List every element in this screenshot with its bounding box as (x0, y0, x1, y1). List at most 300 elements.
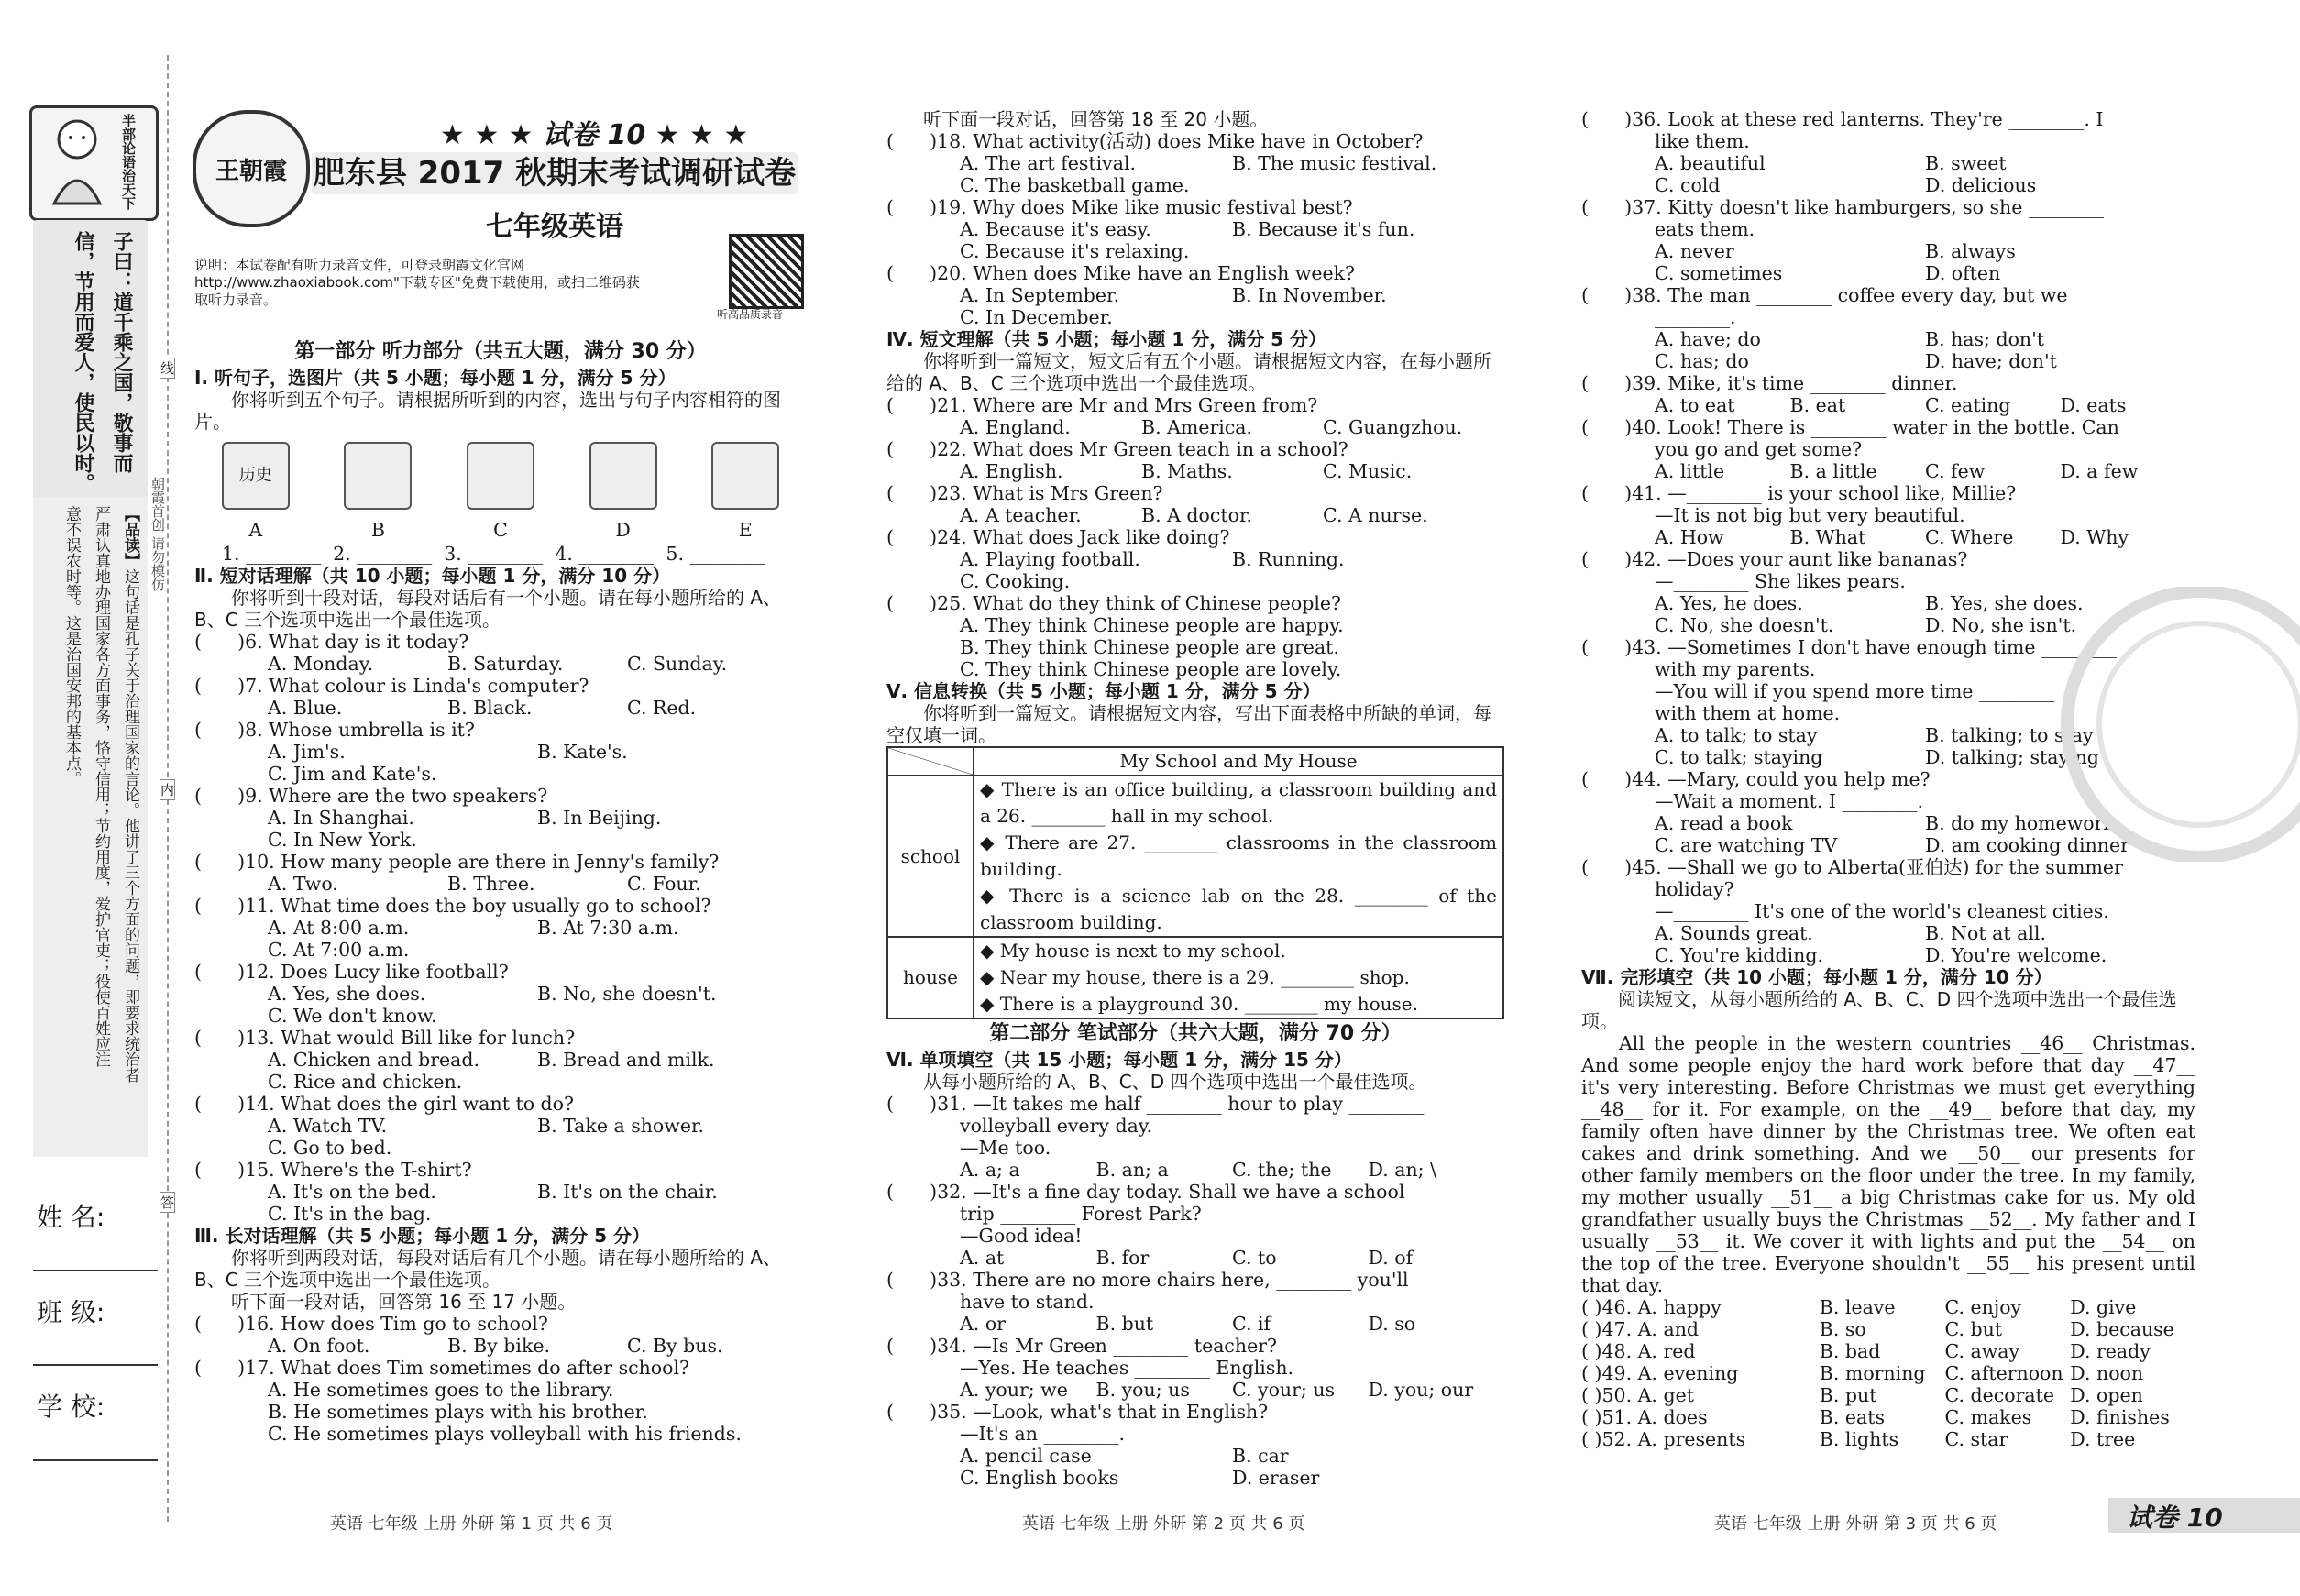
question-stem[interactable]: ( )37. Kitty doesn't like hamburgers, so she ________ (1581, 196, 2104, 218)
option[interactable]: B. He sometimes plays with his brother. (268, 1401, 648, 1423)
option[interactable]: C. has; do (1655, 350, 1749, 372)
picture-option[interactable] (222, 442, 290, 541)
option[interactable]: B. do my homework (1925, 812, 2115, 834)
option[interactable]: C. At 7:00 a.m. (268, 939, 410, 961)
option[interactable]: C. Sunday. (627, 653, 728, 675)
question-item (1581, 482, 2195, 548)
confucius-icon (36, 112, 118, 213)
option[interactable]: B. Bread and milk. (537, 1049, 715, 1071)
question-stem[interactable]: ( )24. What does Jack like doing? (886, 526, 1230, 548)
option[interactable]: D. of (1368, 1247, 1414, 1269)
picture-row (194, 442, 807, 541)
question-stem[interactable]: ( )16. How does Tim go to school? (194, 1313, 548, 1335)
question-stem[interactable]: ( )6. What day is it today? (194, 631, 469, 653)
option[interactable]: B. a little (1789, 460, 1877, 482)
motto-char: 下 (120, 196, 137, 210)
question-stem[interactable]: ( )22. What does Mr Green teach in a school? (886, 438, 1348, 460)
option[interactable]: C. but (1944, 1318, 2003, 1340)
section3-questions (194, 1313, 807, 1445)
option[interactable]: C. Rice and chicken. (268, 1071, 463, 1093)
option[interactable]: B. talking; to stay (1925, 724, 2094, 746)
paper-tag: 试卷 10 (2108, 1498, 2300, 1533)
question-continuation: —________ She likes pears. (1655, 570, 1906, 592)
option[interactable]: D. often (1925, 262, 2001, 284)
question-item (194, 1313, 807, 1357)
question-continuation: —It's an ________. (960, 1423, 1125, 1445)
name-line[interactable] (33, 1270, 158, 1271)
exam-title: 肥东县 2017 秋期末考试调研试卷 (312, 152, 798, 194)
section2-title: Ⅱ. 短对话理解（共 10 小题；每小题 1 分，满分 10 分） (194, 565, 671, 587)
picture-blanks[interactable]: 1. ________ 2. ________ 3. ________ 4. ________ 5. ________ (222, 543, 765, 565)
question-item (194, 785, 807, 851)
info-table (886, 746, 1504, 1019)
option[interactable]: D. you; our (1368, 1379, 1474, 1401)
option[interactable]: C. By bus. (627, 1335, 723, 1357)
option[interactable]: C. Red. (627, 697, 697, 719)
option[interactable]: ( )48. A. red (1581, 1340, 1696, 1362)
option[interactable]: B. Kate's. (537, 741, 628, 763)
option[interactable]: B. has; don't (1925, 328, 2045, 350)
option-row (1581, 460, 2195, 482)
question-stem[interactable]: ( )43. —Sometimes I don't have enough time ________ (1581, 636, 2117, 658)
reading-line-1 (120, 506, 140, 1148)
footer-page-2: 英语 七年级 上册 外研 第 2 页 共 6 页 (1022, 1514, 1305, 1534)
exam-note: 说明：本试卷配有听力录音文件，可登录朝霞文化官网 http://www.zhaoxiabook.com"下载专区"免费下载使用，或扫二维码获取听力录音。 (194, 257, 640, 308)
section2-instruction: 你将听到十段对话，每段对话后有一个小题。请在每小题所给的 A、B、C 三个选项中选出一个最佳选项。 (194, 587, 782, 631)
option[interactable]: C. enjoy (1944, 1296, 2022, 1318)
option[interactable]: C. your; us (1232, 1379, 1336, 1401)
motto-char: 治 (120, 169, 137, 182)
table-item[interactable]: ◆ There are 27. ________ classrooms in the classroom building. (980, 831, 1497, 880)
question-continuation: volleyball every day. (960, 1115, 1153, 1137)
option[interactable]: C. sometimes (1655, 262, 1783, 284)
question-stem[interactable]: ( )11. What time does the boy usually go to school? (194, 895, 711, 917)
question-stem[interactable]: ( )9. Where are the two speakers? (194, 785, 548, 807)
option[interactable]: B. car (1232, 1445, 1289, 1467)
option[interactable]: B. Because it's fun. (1232, 218, 1415, 240)
cloze-options (1581, 1296, 2195, 1450)
option[interactable]: D. have; don't (1925, 350, 2057, 372)
option[interactable]: A. It's on the bed. (268, 1181, 436, 1203)
option[interactable]: D. ready (2070, 1340, 2151, 1362)
question-continuation: —Good idea! (960, 1225, 1083, 1247)
option-row (194, 1115, 807, 1137)
option[interactable]: B. The music festival. (1232, 152, 1437, 174)
option[interactable]: D. open (2070, 1384, 2143, 1406)
picture-label: A (248, 519, 263, 541)
option[interactable]: B. so (1819, 1318, 1866, 1340)
option[interactable]: B. morning (1819, 1362, 1926, 1384)
motto-char: 论 (120, 141, 137, 155)
table-item[interactable]: ◆ There is a science lab on the 28. ________ of the classroom building. (980, 885, 1497, 933)
option-row (1581, 922, 2195, 944)
option[interactable]: C. They think Chinese people are lovely. (960, 658, 1342, 680)
option[interactable]: B. Three. (447, 873, 535, 895)
exam-subtitle: 七年级英语 (486, 211, 623, 243)
option[interactable]: D. You're welcome. (1925, 944, 2107, 966)
picture-icon (711, 442, 779, 510)
option[interactable]: A. little (1655, 460, 1725, 482)
reading-label: 【品读】 (121, 506, 139, 568)
questions-18-20 (886, 130, 1504, 328)
picture-icon: 历史 (222, 442, 290, 510)
cloze-option-row (1581, 1296, 2195, 1318)
option-row (194, 873, 807, 895)
option[interactable]: D. delicious (1925, 174, 2037, 196)
option[interactable]: A. Blue. (268, 697, 343, 719)
cloze-option-row (1581, 1384, 2195, 1406)
option[interactable]: A. Jim's. (268, 741, 346, 763)
quote-line-1: 子曰：道千乘之国，敬事而 (110, 231, 133, 473)
option[interactable]: C. Music. (1323, 460, 1413, 482)
question-stem[interactable]: ( )13. What would Bill like for lunch? (194, 1027, 576, 1049)
question-stem[interactable]: ( )40. Look! There is ________ water in the bottle. Can (1581, 416, 2119, 438)
option-row (1581, 152, 2195, 174)
option[interactable]: D. talking; staying (1925, 746, 2099, 768)
mark-1: 线 (160, 358, 175, 379)
option[interactable]: C. away (1944, 1340, 2020, 1362)
option-row (886, 152, 1504, 174)
question-continuation: —Wait a moment. I ________. (1655, 790, 1924, 812)
option[interactable]: C. A nurse. (1323, 504, 1428, 526)
option[interactable]: D. noon (2070, 1362, 2144, 1384)
option[interactable]: C. We don't know. (268, 1005, 437, 1027)
question-stem[interactable]: ( )36. Look at these red lanterns. They're ________. I (1581, 108, 2104, 130)
question-stem[interactable]: ( )17. What does Tim sometimes do after school? (194, 1357, 690, 1379)
class-line[interactable] (33, 1364, 158, 1366)
option-row (194, 983, 807, 1005)
option[interactable]: A. In Shanghai. (268, 807, 414, 829)
option[interactable]: A. The art festival. (960, 152, 1137, 174)
logo (193, 110, 310, 227)
option[interactable]: B. eats (1819, 1406, 1886, 1428)
picture-label: B (370, 519, 385, 541)
option[interactable]: C. Where (1925, 526, 2014, 548)
option[interactable]: B. for (1095, 1247, 1150, 1269)
option-row (1581, 262, 2195, 284)
option[interactable]: A. A teacher. (960, 504, 1082, 526)
motto-char: 半 (120, 114, 137, 127)
option[interactable]: B. They think Chinese people are great. (960, 636, 1339, 658)
option[interactable]: B. always (1925, 240, 2016, 262)
question-stem[interactable]: ( )12. Does Lucy like football? (194, 961, 509, 983)
picture-option[interactable] (344, 442, 412, 541)
picture-option[interactable] (467, 442, 534, 541)
option[interactable]: C. decorate (1944, 1384, 2054, 1406)
option[interactable]: A. or (960, 1313, 1006, 1335)
part1-title: 第一部分 听力部分（共五大题，满分 30 分） (294, 340, 707, 363)
option[interactable]: A. beautiful (1655, 152, 1766, 174)
question-stem[interactable]: ( )44. —Mary, could you help me? (1581, 768, 1931, 790)
option[interactable]: D. because (2070, 1318, 2174, 1340)
option[interactable]: A. Two. (268, 873, 338, 895)
table-body (887, 776, 1503, 1018)
option[interactable]: B. but (1095, 1313, 1154, 1335)
option[interactable]: A. Yes, she does. (268, 983, 426, 1005)
option-row (886, 1467, 1504, 1489)
picture-label: D (615, 519, 631, 541)
watermark-seal-icon (2026, 587, 2300, 862)
sidebar (0, 0, 175, 1596)
option[interactable]: A. Sounds great. (1655, 922, 1813, 944)
option-row (194, 807, 807, 829)
option[interactable]: ( )49. A. evening (1581, 1362, 1739, 1384)
question-continuation: —Yes. He teaches ________ English. (960, 1357, 1294, 1379)
column-1 (194, 337, 807, 1445)
option[interactable]: C. cold (1655, 174, 1721, 196)
table-row (887, 937, 1503, 1018)
option[interactable]: C. to talk; staying (1655, 746, 1823, 768)
option[interactable]: A. English. (960, 460, 1063, 482)
question-stem[interactable]: ( )15. Where's the T-shirt? (194, 1159, 472, 1181)
question-stem[interactable]: ( )10. How many people are there in Jenny's family? (194, 851, 720, 873)
option[interactable]: B. Black. (447, 697, 533, 719)
option-row (1581, 174, 2195, 196)
option[interactable]: B. Running. (1232, 548, 1345, 570)
option[interactable]: C. eating (1925, 394, 2011, 416)
question-stem[interactable]: ( )8. Whose umbrella is it? (194, 719, 475, 741)
option[interactable]: C. to (1232, 1247, 1277, 1269)
option[interactable]: C. are watching TV (1655, 834, 1838, 856)
option[interactable]: C. Guangzhou. (1323, 416, 1463, 438)
option[interactable]: A. Watch TV. (268, 1115, 388, 1137)
question-item (886, 526, 1504, 592)
option[interactable]: B. Saturday. (447, 653, 564, 675)
option[interactable]: D. finishes (2070, 1406, 2170, 1428)
school-line[interactable] (33, 1459, 158, 1461)
option[interactable]: A. England. (960, 416, 1071, 438)
question-stem[interactable]: ( )39. Mike, it's time ________ dinner. (1581, 372, 1958, 394)
option[interactable]: ( )52. A. presents (1581, 1428, 1746, 1450)
option[interactable]: ( )51. A. does (1581, 1406, 1708, 1428)
qr-code-icon[interactable] (729, 234, 804, 309)
question-item (194, 1093, 807, 1159)
table-item[interactable]: ◆ Near my house, there is a 29. ________ shop. (980, 966, 1410, 988)
option[interactable]: A. On foot. (268, 1335, 370, 1357)
option[interactable]: B. By bike. (447, 1335, 551, 1357)
option-row (1581, 944, 2195, 966)
question-stem[interactable]: ( )7. What colour is Linda's computer? (194, 675, 589, 697)
option-row (886, 1379, 1504, 1401)
qr-caption: 听高品质录音 (717, 308, 784, 321)
seal-text: 朝霞首创 请勿模仿 (149, 477, 166, 591)
question-stem[interactable]: ( )20. When does Mike have an English week? (886, 262, 1356, 284)
question-continuation: ________. (1655, 306, 1736, 328)
table-row (887, 776, 1503, 937)
option[interactable]: C. He sometimes plays volleyball with his friends. (268, 1423, 742, 1445)
option-row (886, 460, 1504, 482)
question-stem[interactable]: ( )18. What activity(活动) does Mike have in October? (886, 130, 1424, 152)
option[interactable]: C. few (1925, 460, 1986, 482)
option[interactable]: A. a; a (960, 1159, 1020, 1181)
option[interactable]: D. so (1368, 1313, 1416, 1335)
option[interactable]: C. The basketball game. (960, 174, 1190, 196)
picture-option[interactable] (589, 442, 657, 541)
option[interactable]: B. lights (1819, 1428, 1899, 1450)
option[interactable]: C. Cooking. (960, 570, 1071, 592)
option[interactable]: A. your; we (960, 1379, 1068, 1401)
question-item (886, 592, 1504, 680)
option-row (194, 763, 807, 785)
option[interactable]: C. Go to bed. (268, 1137, 392, 1159)
option[interactable]: B. In Beijing. (537, 807, 662, 829)
option[interactable]: B. Take a shower. (537, 1115, 705, 1137)
table-item[interactable]: ◆ My house is next to my school. (980, 940, 1286, 962)
option[interactable]: A. have; do (1655, 328, 1761, 350)
option[interactable]: C. afternoon (1944, 1362, 2063, 1384)
option[interactable]: ( )47. A. and (1581, 1318, 1700, 1340)
option[interactable]: B. an; a (1095, 1159, 1169, 1181)
cloze-option-row (1581, 1340, 2195, 1362)
option[interactable]: B. put (1819, 1384, 1877, 1406)
section7-instruction: 阅读短文，从每小题所给的 A、B、C、D 四个选项中选出一个最佳选项。 (1581, 988, 2177, 1032)
option[interactable]: A. Because it's easy. (960, 218, 1151, 240)
question-stem[interactable]: ( )21. Where are Mr and Mrs Green from? (886, 394, 1318, 416)
option[interactable]: D. tree (2070, 1428, 2136, 1450)
question-item (194, 1159, 807, 1225)
option[interactable]: D. Why (2060, 526, 2129, 548)
option-row (194, 1203, 807, 1225)
option-row (886, 504, 1504, 526)
option-row (886, 240, 1504, 262)
question-continuation: eats them. (1655, 218, 1755, 240)
question-stem[interactable]: ( )25. What do they think of Chinese people? (886, 592, 1342, 614)
question-continuation: have to stand. (960, 1291, 1095, 1313)
question-stem[interactable]: ( )14. What does the girl want to do? (194, 1093, 575, 1115)
question-continuation: —You will if you spend more time ________ (1655, 680, 2055, 702)
table-header-row (887, 747, 1503, 776)
option[interactable]: A. read a book (1655, 812, 1793, 834)
question-stem[interactable]: ( )45. —Shall we go to Alberta(亚伯达) for the summer (1581, 856, 2123, 878)
option[interactable]: ( )46. A. happy (1581, 1296, 1722, 1318)
option-row (194, 1049, 807, 1071)
option[interactable]: C. the; the (1232, 1159, 1332, 1181)
option-row (194, 1181, 807, 1203)
question-stem[interactable]: ( )19. Why does Mike like music festival best? (886, 196, 1353, 218)
section1-instruction: 你将听到五个句子。请根据所听到的内容，选出与句子内容相符的图片。 (194, 389, 781, 433)
option[interactable]: A. to eat (1655, 394, 1735, 416)
question-item (194, 961, 807, 1027)
option[interactable]: D. am cooking dinner (1925, 834, 2129, 856)
option[interactable]: A. Playing football. (960, 548, 1140, 570)
option[interactable]: A. to talk; to stay (1655, 724, 1818, 746)
option[interactable]: A. Monday. (268, 653, 374, 675)
question-stem[interactable]: ( )41. —________ is your school like, Millie? (1581, 482, 2017, 504)
option[interactable]: A. They think Chinese people are happy. (960, 614, 1344, 636)
option[interactable]: A. Chicken and bread. (268, 1049, 480, 1071)
option[interactable]: A. Yes, he does. (1655, 592, 1803, 614)
option[interactable]: B. eat (1789, 394, 1846, 416)
table-item[interactable]: ◆ There is a playground 30. ________ my house. (980, 993, 1418, 1015)
question-stem[interactable]: ( )35. —Look, what's that in English? (886, 1401, 1269, 1423)
question-item (886, 394, 1504, 438)
option[interactable]: A. pencil case (960, 1445, 1092, 1467)
table-item[interactable]: ◆ There is an office building, a classroom building and a 26. ________ hall in my school. (980, 778, 1497, 827)
option[interactable]: A. At 8:00 a.m. (268, 917, 410, 939)
option[interactable]: A. never (1655, 240, 1734, 262)
option[interactable]: C. Because it's relaxing. (960, 240, 1190, 262)
question-item (1581, 196, 2195, 284)
option[interactable]: ( )50. A. get (1581, 1384, 1694, 1406)
picture-option[interactable] (711, 442, 779, 541)
option[interactable]: D. a few (2060, 460, 2139, 482)
option[interactable]: C. star (1944, 1428, 2008, 1450)
question-stem[interactable]: ( )42. —Does your aunt like bananas? (1581, 548, 1968, 570)
option[interactable]: B. What (1789, 526, 1866, 548)
option[interactable]: C. makes (1944, 1406, 2032, 1428)
question-stem[interactable]: ( )32. —It's a fine day today. Shall we have a school (886, 1181, 1405, 1203)
option[interactable]: D. eats (2060, 394, 2127, 416)
section4-instruction: 你将听到一篇短文，短文后有五个小题。请根据短文内容，在每小题所给的 A、B、C 三个选项中选出一个最佳选项。 (886, 350, 1491, 394)
option[interactable]: B. No, she doesn't. (537, 983, 717, 1005)
part2-title: 第二部分 笔试部分（共六大题，满分 70 分） (989, 1022, 1402, 1045)
option[interactable]: A. How (1655, 526, 1724, 548)
option[interactable]: A. In September. (960, 284, 1120, 306)
option[interactable]: B. At 7:30 a.m. (537, 917, 679, 939)
option[interactable]: B. bad (1819, 1340, 1881, 1362)
option[interactable]: A. He sometimes goes to the library. (268, 1379, 614, 1401)
option[interactable]: C. In December. (960, 306, 1113, 328)
option[interactable]: C. In New York. (268, 829, 417, 851)
option[interactable]: B. you; us (1095, 1379, 1190, 1401)
option[interactable]: C. Four. (627, 873, 701, 895)
question-item (194, 719, 807, 785)
question-item (886, 482, 1504, 526)
option[interactable]: B. Not at all. (1925, 922, 2046, 944)
option[interactable]: C. if (1232, 1313, 1271, 1335)
option-row (1581, 328, 2195, 350)
option-row (194, 1071, 807, 1093)
option[interactable]: B. It's on the chair. (537, 1181, 718, 1203)
section2-questions (194, 631, 807, 1225)
question-stem[interactable]: ( )33. There are no more chairs here, ________ you'll (886, 1269, 1409, 1291)
table-corner (887, 747, 974, 776)
question-item (194, 675, 807, 719)
option[interactable]: B. Yes, she does. (1925, 592, 2084, 614)
option[interactable]: B. In November. (1232, 284, 1387, 306)
option[interactable]: B. leave (1819, 1296, 1896, 1318)
option[interactable]: B. A doctor. (1141, 504, 1253, 526)
option[interactable]: D. an; \ (1368, 1159, 1436, 1181)
question-item (886, 438, 1504, 482)
option-row (886, 218, 1504, 240)
option[interactable]: D. give (2070, 1296, 2137, 1318)
option[interactable]: B. Maths. (1141, 460, 1233, 482)
option[interactable]: C. English books (960, 1467, 1119, 1489)
option[interactable]: C. It's in the bag. (268, 1203, 432, 1225)
option-row (194, 1335, 807, 1357)
question-stem[interactable]: ( )38. The man ________ coffee every day, but we (1581, 284, 2068, 306)
question-stem[interactable]: ( )23. What is Mrs Green? (886, 482, 1163, 504)
option[interactable]: D. eraser (1232, 1467, 1320, 1489)
name-label: 姓 名: (37, 1202, 105, 1232)
option[interactable]: C. No, she doesn't. (1655, 614, 1834, 636)
picture-icon (467, 442, 534, 510)
question-continuation: holiday? (1655, 878, 1734, 900)
option[interactable]: A. at (960, 1247, 1005, 1269)
option[interactable]: B. sweet (1925, 152, 2007, 174)
option[interactable]: C. You're kidding. (1655, 944, 1823, 966)
section4-questions (886, 394, 1504, 680)
option[interactable]: B. America. (1141, 416, 1253, 438)
quote-line-2: 信，节用而爱人，使民以时。 (72, 231, 94, 493)
option[interactable]: D. No, she isn't. (1925, 614, 2077, 636)
question-stem[interactable]: ( )31. —It takes me half ________ hour to play ________ (886, 1093, 1425, 1115)
option[interactable]: C. Jim and Kate's. (268, 763, 437, 785)
section3-instruction: 你将听到两段对话，每段对话后有几个小题。请在每小题所给的 A、B、C 三个选项中选出一个最佳选项。 (194, 1247, 782, 1291)
question-stem[interactable]: ( )34. —Is Mr Green ________ teacher? (886, 1335, 1278, 1357)
question-continuation: —It is not big but very beautiful. (1655, 504, 1965, 526)
